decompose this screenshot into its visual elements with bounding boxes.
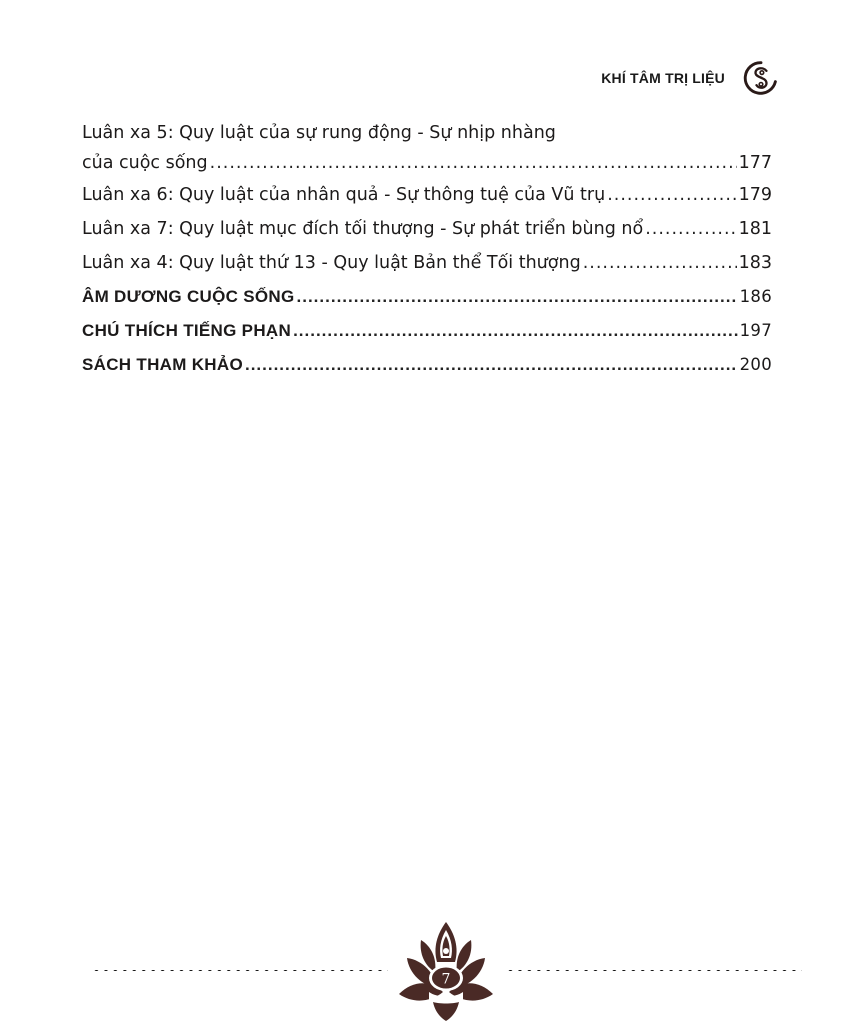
toc-page-number: 186 (739, 287, 772, 306)
toc-entry-title: ÂM DƯƠNG CUỘC SỐNG (82, 287, 295, 306)
toc-entry-title-line1: Luân xa 5: Quy luật của sự rung động - Sự nhịp nhàng (82, 123, 556, 143)
toc-page-number: 179 (738, 185, 772, 205)
toc-entry[interactable] (82, 178, 772, 212)
swirl-circle-logo-icon (743, 60, 779, 96)
toc-entry-title: CHÚ THÍCH TIẾNG PHẠN (82, 321, 292, 340)
dot-leader (297, 280, 738, 314)
toc-entry-title: Luân xa 7: Quy luật mục đích tối thượng - Sự phát triển bùng nổ (82, 219, 644, 239)
dot-leader (245, 348, 738, 382)
toc-entry-title: của cuộc sống (82, 153, 208, 173)
page-number: 7 (441, 971, 451, 988)
lotus-icon (393, 918, 499, 1022)
dot-leader (210, 148, 737, 178)
book-title: KHÍ TÂM TRỊ LIỆU (601, 70, 725, 86)
dot-leader (583, 246, 737, 280)
toc-page-number: 197 (739, 321, 772, 340)
dot-leader (645, 212, 736, 246)
toc-entry-title: SÁCH THAM KHẢO (82, 355, 243, 374)
toc-page-number: 177 (738, 153, 772, 173)
toc-page-number: 183 (738, 253, 772, 273)
toc-entry-major[interactable] (82, 314, 772, 348)
toc-entry[interactable] (82, 118, 772, 178)
toc-entry-title: Luân xa 4: Quy luật thứ 13 - Quy luật Bản thể Tối thượng (82, 253, 581, 273)
toc-entry[interactable] (82, 246, 772, 280)
footer-dot-rule-right (506, 970, 802, 976)
dot-leader (293, 314, 738, 348)
page-footer (0, 918, 849, 1018)
footer-dot-rule-left (92, 970, 388, 976)
toc-page-number: 181 (738, 219, 772, 239)
toc-entry-major[interactable] (82, 348, 772, 382)
toc-entry-major[interactable] (82, 280, 772, 314)
toc-entry-title: Luân xa 6: Quy luật của nhân quả - Sự thông tuệ của Vũ trụ (82, 185, 606, 205)
table-of-contents (82, 118, 772, 382)
running-header (601, 60, 779, 96)
toc-entry[interactable] (82, 212, 772, 246)
dot-leader (607, 178, 736, 212)
toc-page-number: 200 (739, 355, 772, 374)
